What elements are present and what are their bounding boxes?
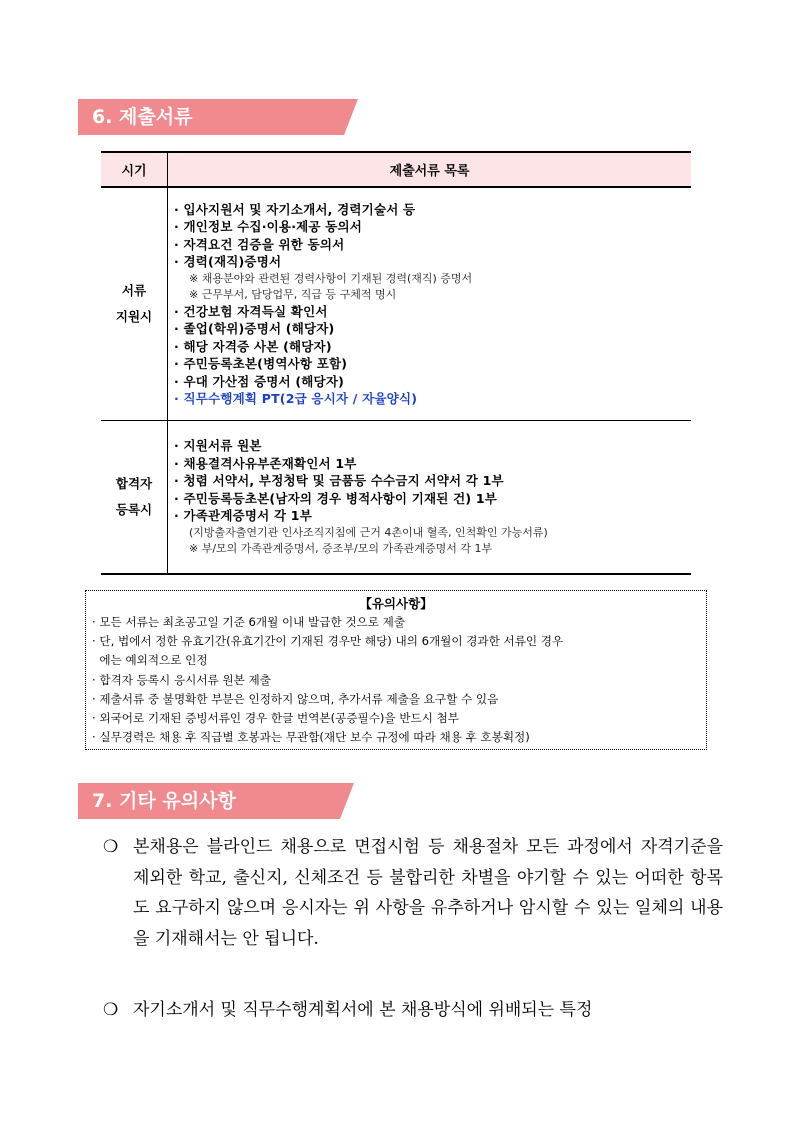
notice-item: · 실무경력은 채용 후 직급별 호봉과는 무관함(재단 보수 규정에 따라 채용 후 호봉획정) xyxy=(92,730,530,745)
list-item: · 주민등록등초본(남자의 경우 병적사항이 기재된 건) 1부 xyxy=(174,490,498,506)
list-item: · 가족관계증명서 각 1부 xyxy=(174,508,312,524)
documents-table xyxy=(101,151,691,575)
paragraph xyxy=(103,995,723,1026)
list-note: ※ 부/모의 가족관계증명서, 증조부/모의 가족관계증명서 각 1부 xyxy=(189,541,493,555)
list-item: · 채용결격사유부존재확인서 1부 xyxy=(174,455,357,471)
circle-bullet-icon: ❍ xyxy=(103,837,119,857)
notice-item: · 단, 법에서 정한 유효기간(유효기간이 기재된 경우만 해당) 내의 6개월이 경과한 서류인 경우 xyxy=(92,634,564,649)
notice-item: · 제출서류 중 불명확한 부분은 인정하지 않으며, 추가서류 제출을 요구할 수 있음 xyxy=(92,691,499,706)
list-item: · 청렴 서약서, 부정청탁 및 금품등 수수금지 서약서 각 1부 xyxy=(174,473,504,489)
period-cell-application xyxy=(101,187,168,421)
notice-item: 에는 예외적으로 인정 xyxy=(92,653,208,668)
list-note: ※ 채용분야와 관련된 경력사항이 기재된 경력(재직) 증명서 xyxy=(189,271,473,285)
list-item: · 자격요건 검증을 위한 동의서 xyxy=(174,236,345,252)
paragraph-text: 본채용은 블라인드 채용으로 면접시험 등 채용절차 모든 과정에서 자격기준을 제외한 학교, 출신지, 신체조건 등 불합리한 차별을 야기할 수 있는 어떠한 항목도 요구하지 않으며 응시자는 위 사항을 유추하거나 암시할 수 있는 일체의 내용을 기재해서는 안 됩니다. xyxy=(133,837,723,949)
list-item: · 경력(재직)증명서 xyxy=(174,254,282,269)
section-7-header: 7. 기타 유의사항 xyxy=(78,783,340,819)
circle-bullet-icon: ❍ xyxy=(103,1000,119,1020)
header-documents: 제출서류 목록 xyxy=(168,152,692,187)
documents-cell-registration xyxy=(168,421,692,575)
list-item: · 건강보험 자격득실 확인서 xyxy=(174,303,328,319)
paragraph xyxy=(103,832,723,954)
header-period: 시기 xyxy=(101,152,168,187)
list-item: · 우대 가산점 증명서 (해당자) xyxy=(174,373,345,389)
list-item: · 해당 자격증 사본 (해당자) xyxy=(174,338,332,354)
period-label: 지원시 xyxy=(115,309,153,324)
table-header-row xyxy=(101,152,691,187)
list-item: · 입사지원서 및 자기소개서, 경력기술서 등 xyxy=(174,201,416,217)
notice-item: · 모든 서류는 최초공고일 기준 6개월 이내 발급한 것으로 제출 xyxy=(92,615,406,629)
period-cell-registration xyxy=(101,421,168,575)
table-row xyxy=(101,421,691,575)
notice-title: 【유의사항】 xyxy=(359,596,433,611)
list-item: · 주민등록초본(병역사항 포함) xyxy=(174,356,348,371)
list-item: · 개인정보 수집·이용·제공 동의서 xyxy=(174,219,363,234)
notice-item: · 합격자 등록시 응시서류 원본 제출 xyxy=(92,672,271,687)
list-note: (지방출자출연기관 인사조직지침에 근거 4촌이내 혈족, 인척확인 가능서류) xyxy=(189,525,548,539)
table-row xyxy=(101,187,691,421)
documents-cell-application xyxy=(168,187,692,421)
list-item: · 지원서류 원본 xyxy=(174,438,262,454)
notice-item: · 외국어로 기재된 증빙서류인 경우 한글 번역본(공증필수)을 반드시 첨부 xyxy=(92,711,460,726)
period-label: 합격자 xyxy=(115,476,153,491)
list-item-highlighted: · 직무수행계획 PT(2급 응시자 / 자율양식) xyxy=(174,391,418,406)
period-label: 서류 xyxy=(121,283,147,298)
notice-box xyxy=(85,590,707,750)
list-item: · 졸업(학위)증명서 (해당자) xyxy=(174,321,335,336)
paragraph-text: 자기소개서 및 직무수행계획서에 본 채용방식에 위배되는 특정 xyxy=(133,1000,593,1020)
list-note: ※ 근무부서, 담당업무, 직급 등 구체적 명시 xyxy=(189,287,397,301)
section-6-header: 6. 제출서류 xyxy=(78,99,344,135)
period-label: 등록시 xyxy=(115,502,153,517)
